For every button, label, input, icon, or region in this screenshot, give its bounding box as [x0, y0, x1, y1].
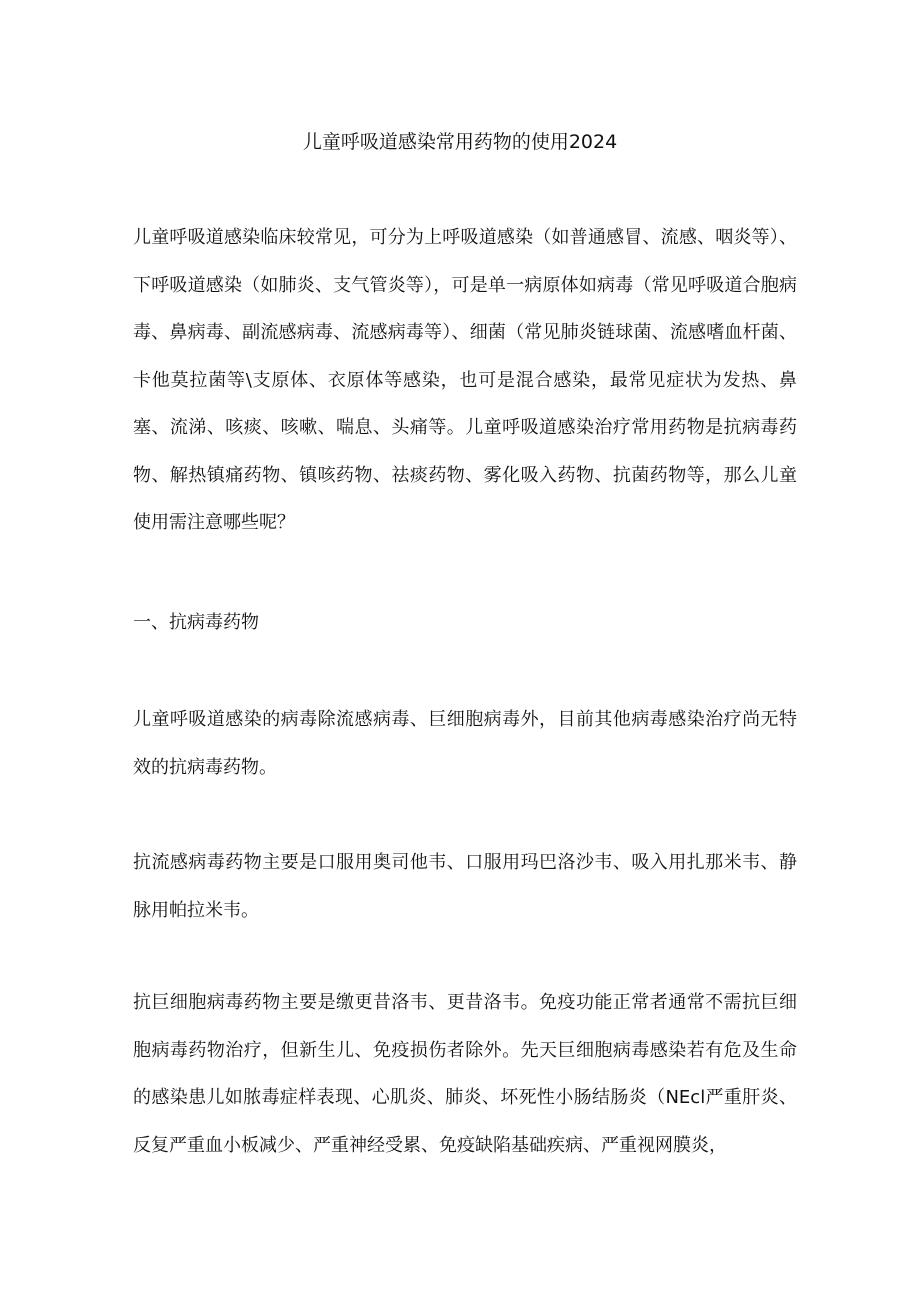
- document-title: 儿童呼吸道感染常用药物的使用2024: [302, 131, 618, 153]
- section-paragraph-3: 抗巨细胞病毒药物主要是缴更昔洛韦、更昔洛韦。免疫功能正常者通常不需抗巨细胞病毒药物治疗，但新生儿、免疫损伤者除外。先天巨细胞病毒感染若有危及生命的感染患儿如脓毒症样表现、心肌炎、肺炎、坏死性小肠结肠炎（NEcl严重肝炎、反复严重血小板减少、严重神经受累、免疫缺陷基础疾病、严重视网膜炎，: [133, 992, 797, 1156]
- section-paragraph-2: 抗流感病毒药物主要是口服用奥司他韦、口服用玛巴洛沙韦、吸入用扎那米韦、静脉用帕拉米韦。: [133, 852, 797, 921]
- section-paragraph-1: 儿童呼吸道感染的病毒除流感病毒、巨细胞病毒外，目前其他病毒感染治疗尚无特效的抗病毒药物。: [133, 709, 797, 778]
- section-heading: 一、抗病毒药物: [133, 612, 259, 633]
- intro-paragraph: 儿童呼吸道感染临床较常见，可分为上呼吸道感染（如普通感冒、流感、咽炎等）、下呼吸道感染（如肺炎、支气管炎等），可是单一病原体如病毒（常见呼吸道合胞病毒、鼻病毒、副流感病毒、流感病毒等）、细菌（常见肺炎链球菌、流感嗜血杆菌、卡他莫拉菌等\支原体、衣原体等感染，也可是混合感染，最常见症状为发热、鼻塞、流涕、咳痰、咳嗽、喘息、头痛等。儿童呼吸道感染治疗常用药物是抗病毒药物、解热镇痛药物、镇咳药物、祛痰药物、雾化吸入药物、抗菌药物等，那么儿童使用需注意哪些呢？: [133, 227, 797, 533]
